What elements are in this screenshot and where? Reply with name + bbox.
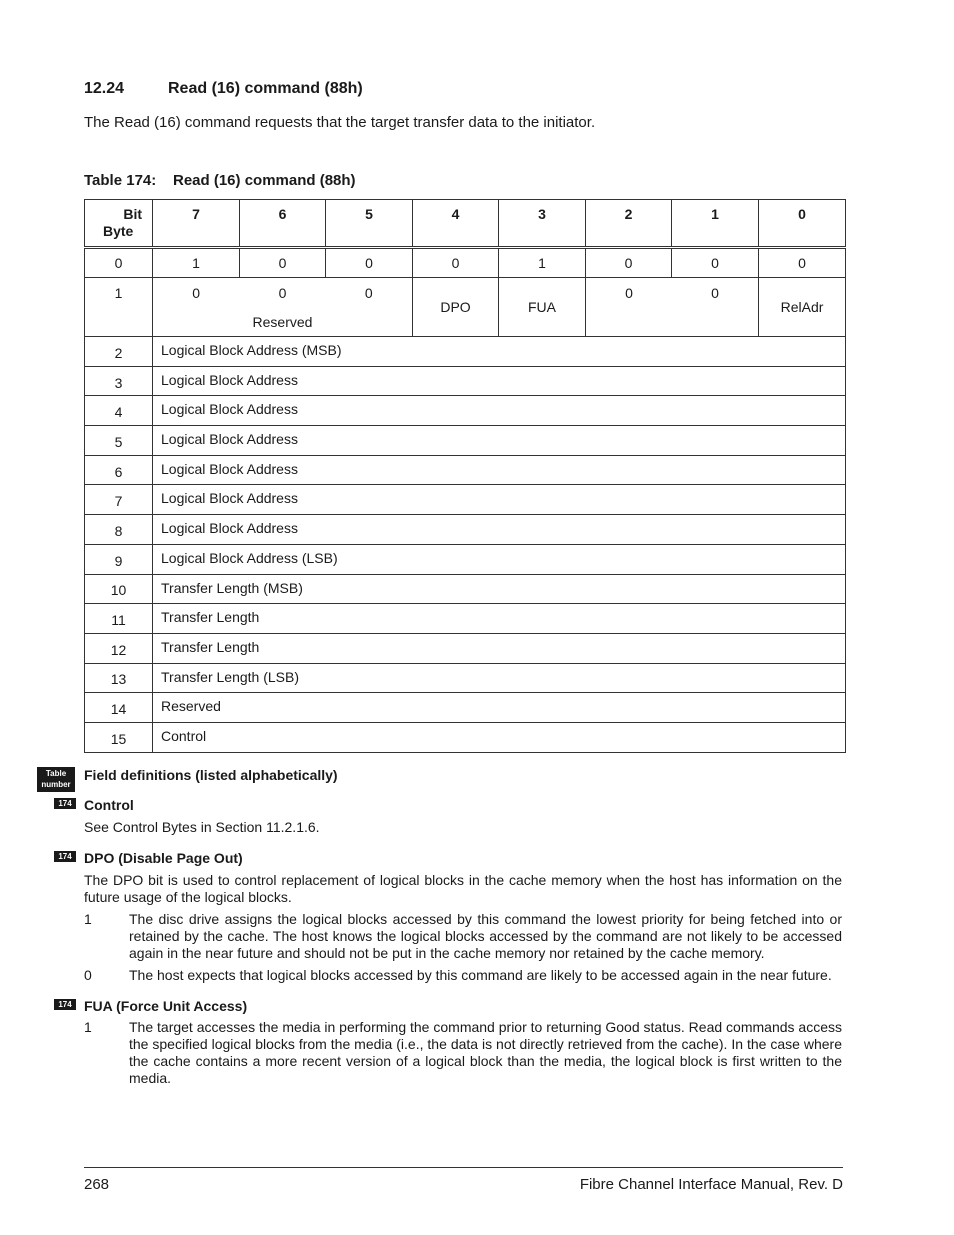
byte-number: 14	[85, 693, 153, 723]
reserved-label: Reserved	[252, 314, 313, 330]
byte-number: 13	[85, 663, 153, 693]
section-heading	[84, 80, 363, 98]
table-row	[85, 515, 846, 545]
byte-number: 1	[85, 278, 153, 337]
row-description: Reserved	[153, 693, 846, 723]
item-key: 1	[84, 911, 92, 927]
byte-number: 5	[85, 426, 153, 456]
byte-number: 15	[85, 722, 153, 752]
byte-number: 9	[85, 544, 153, 574]
byte-number: 7	[85, 485, 153, 515]
item-text: The disc drive assigns the logical blocks accessed by this command the lowest priority for being fetched into or retained by the cache. The host knows the logical blocks accessed by the command are not likely to be accessed again in the near future and should not be put in the cache memory nor retained by the cache memory.	[129, 911, 842, 961]
reladr-field: RelAdr	[759, 278, 846, 337]
table-ref-badge: 174	[54, 798, 76, 809]
row-description: Transfer Length (MSB)	[153, 574, 846, 604]
table-caption	[84, 172, 356, 189]
byte-number: 4	[85, 396, 153, 426]
row-description: Logical Block Address	[153, 426, 846, 456]
dpo-item	[84, 911, 842, 963]
dpo-title: DPO (Disable Page Out)	[84, 850, 243, 866]
bit-value: 0	[326, 248, 413, 278]
bit-header: 1	[672, 200, 759, 248]
byte-label: Byte	[103, 223, 134, 239]
dpo-text: The DPO bit is used to control replacement of logical blocks in the cache memory when the host has information on the future usage of the logical blocks.	[84, 872, 842, 905]
row-description: Control	[153, 722, 846, 752]
section-title: Read (16) command (88h)	[168, 80, 363, 97]
table-row	[85, 604, 846, 634]
row-description: Logical Block Address	[153, 455, 846, 485]
bit-value: 0	[278, 285, 287, 301]
bit-header: 7	[153, 200, 240, 248]
field-definitions-heading: Field definitions (listed alphabetically)	[84, 767, 338, 783]
byte-number: 0	[85, 248, 153, 278]
table-number-badge	[37, 767, 75, 792]
table-row	[85, 396, 846, 426]
bit-value: 0	[192, 285, 201, 301]
bit-value: 1	[153, 248, 240, 278]
table-number: Table 174:	[84, 172, 157, 189]
bit-header: 6	[240, 200, 326, 248]
footer-divider	[84, 1167, 843, 1168]
row-description: Logical Block Address	[153, 515, 846, 545]
control-text: See Control Bytes in Section 11.2.1.6.	[84, 819, 320, 835]
row-description: Logical Block Address	[153, 485, 846, 515]
item-text: The target accesses the media in performing the command prior to returning Good status. Read commands access the specified logical blocks from the media (i.e., the data is not directly retrieved from the cache). In the case where the cache contains a more recent version of a logical block than the media, the logical block is first written to the media.	[129, 1019, 842, 1086]
row-description: Logical Block Address (LSB)	[153, 544, 846, 574]
zero-bits-field	[586, 278, 759, 337]
byte-number: 10	[85, 574, 153, 604]
section-number: 12.24	[84, 80, 125, 97]
badge-text: number	[41, 780, 71, 789]
fua-field: FUA	[499, 278, 586, 337]
bit-byte-header	[85, 200, 153, 248]
control-title: Control	[84, 797, 134, 813]
bit-header: 4	[413, 200, 499, 248]
command-table	[84, 199, 846, 753]
table-row	[85, 485, 846, 515]
table-row	[85, 693, 846, 723]
row-description: Transfer Length	[153, 604, 846, 634]
bit-value: 0	[672, 248, 759, 278]
byte-number: 12	[85, 633, 153, 663]
table-title: Read (16) command (88h)	[173, 172, 356, 189]
row-description: Logical Block Address	[153, 396, 846, 426]
table-ref-badge: 174	[54, 999, 76, 1010]
table-row	[85, 426, 846, 456]
bit-value: 0	[586, 248, 672, 278]
badge-text: Table	[45, 769, 67, 778]
byte-number: 8	[85, 515, 153, 545]
row-description: Logical Block Address	[153, 366, 846, 396]
table-ref-badge: 174	[54, 851, 76, 862]
item-key: 0	[84, 967, 92, 983]
table-row	[85, 574, 846, 604]
item-key: 1	[84, 1019, 92, 1035]
table-row	[85, 544, 846, 574]
byte-number: 6	[85, 455, 153, 485]
row-description: Transfer Length (LSB)	[153, 663, 846, 693]
bit-value: 0	[413, 248, 499, 278]
byte-number: 3	[85, 366, 153, 396]
byte-number: 11	[85, 604, 153, 634]
bit-header: 3	[499, 200, 586, 248]
bit-label: Bit	[123, 206, 142, 222]
fua-title: FUA (Force Unit Access)	[84, 998, 248, 1014]
table-row	[85, 633, 846, 663]
fua-item	[84, 1019, 842, 1089]
reserved-field	[153, 278, 413, 337]
row-description: Logical Block Address (MSB)	[153, 337, 846, 367]
row-description: Transfer Length	[153, 633, 846, 663]
table-row	[85, 337, 846, 367]
manual-title: Fibre Channel Interface Manual, Rev. D	[579, 1176, 843, 1193]
table-row	[85, 455, 846, 485]
bit-value: 0	[625, 285, 633, 301]
table-row	[85, 722, 846, 752]
table-row	[85, 366, 846, 396]
page-number: 268	[84, 1176, 110, 1193]
bit-value: 0	[364, 285, 373, 301]
intro-paragraph: The Read (16) command requests that the target transfer data to the initiator.	[84, 114, 596, 131]
byte-number: 2	[85, 337, 153, 367]
bit-value: 0	[759, 248, 846, 278]
dpo-item	[84, 967, 842, 985]
dpo-field: DPO	[413, 278, 499, 337]
bit-value: 1	[499, 248, 586, 278]
item-text: The host expects that logical blocks accessed by this command are likely to be accessed again in the near future.	[129, 967, 832, 983]
bit-header: 0	[759, 200, 846, 248]
table-row	[85, 663, 846, 693]
bit-header: 2	[586, 200, 672, 248]
bit-header: 5	[326, 200, 413, 248]
table-header-row	[85, 200, 846, 248]
bit-value: 0	[240, 248, 326, 278]
table-row	[85, 278, 846, 337]
bit-value: 0	[711, 285, 719, 301]
table-row	[85, 248, 846, 278]
